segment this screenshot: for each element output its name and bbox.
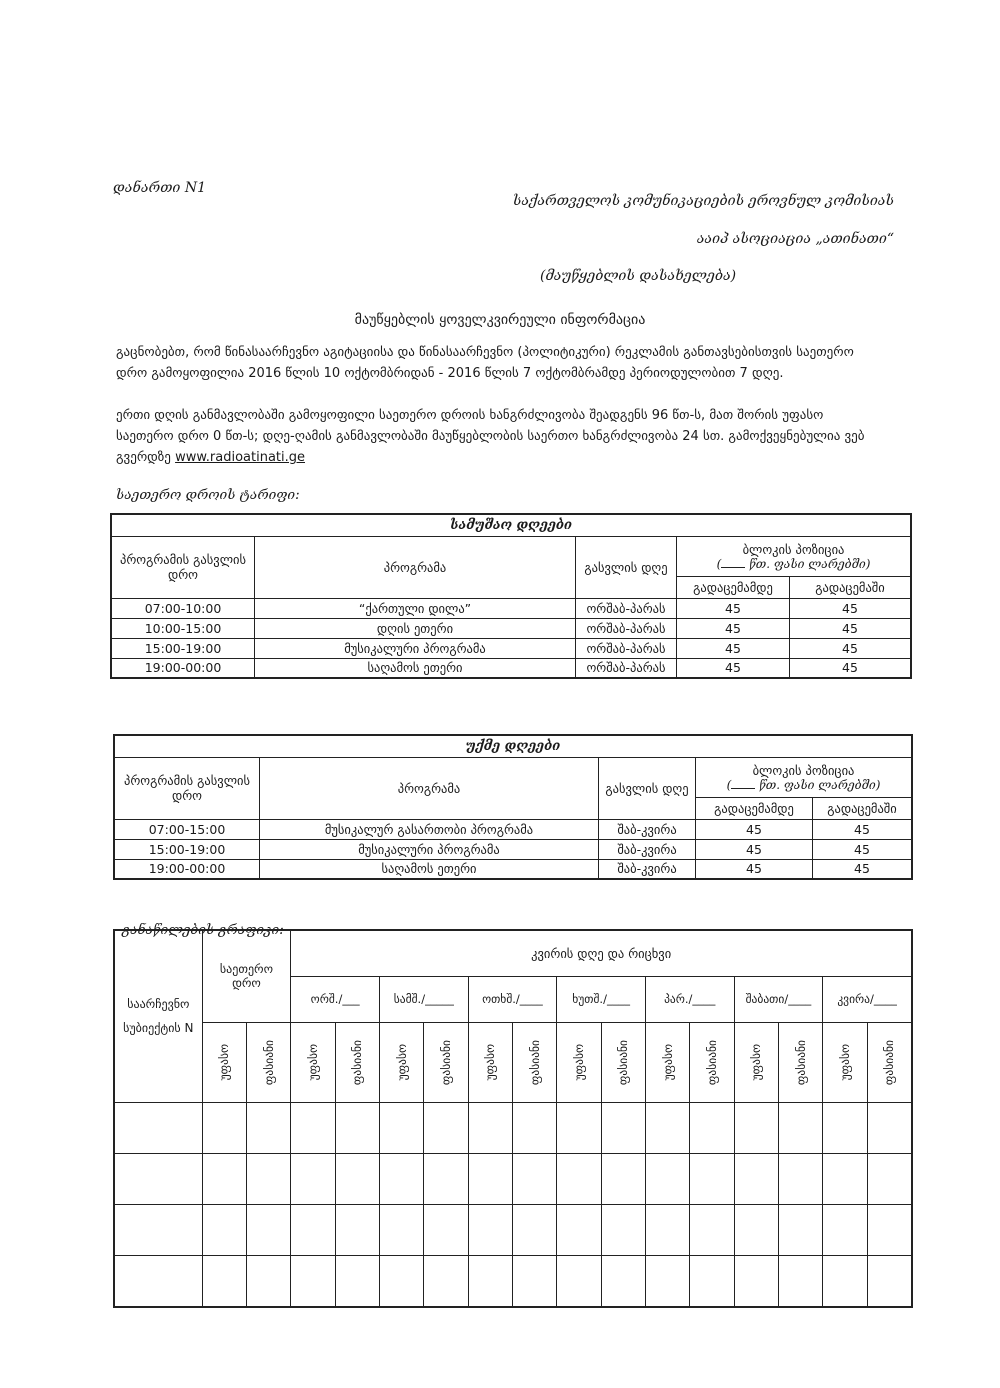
schedule-cell[interactable] bbox=[114, 1102, 202, 1153]
schedule-cell[interactable] bbox=[291, 1205, 335, 1256]
schedule-cell[interactable] bbox=[734, 1256, 778, 1307]
website-prefix: გვერდზე bbox=[116, 450, 171, 465]
cell-day: შაბ-კვირა bbox=[599, 839, 696, 859]
day-column-header: შაბათი/____ bbox=[734, 976, 823, 1022]
schedule-cell[interactable] bbox=[690, 1256, 734, 1307]
paragraph-airtime-period bbox=[116, 342, 916, 384]
cell-program: მუსიკალურ გასართობი პროგრამა bbox=[260, 819, 599, 839]
day-column-header: სამშ./_____ bbox=[379, 976, 468, 1022]
day-column-header: ხუთშ./____ bbox=[557, 976, 646, 1022]
schedule-cell[interactable] bbox=[645, 1102, 689, 1153]
schedule-cell[interactable] bbox=[202, 1154, 246, 1205]
type-header-free bbox=[379, 1022, 423, 1102]
schedule-cell[interactable] bbox=[778, 1154, 822, 1205]
type-label-paid: ფასიანი bbox=[704, 1039, 719, 1085]
schedule-cell[interactable] bbox=[291, 1102, 335, 1153]
type-label-paid: ფასიანი bbox=[527, 1039, 542, 1085]
schedule-cell[interactable] bbox=[867, 1256, 912, 1307]
schedule-row bbox=[114, 1256, 912, 1307]
type-header-free bbox=[202, 1022, 246, 1102]
schedule-cell[interactable] bbox=[778, 1256, 822, 1307]
cell-program: საღამოს ეთერი bbox=[260, 859, 599, 879]
header-time: პროგრამის გასვლის დრო bbox=[114, 757, 260, 819]
schedule-cell[interactable] bbox=[379, 1102, 423, 1153]
organization-note: (მაუწყებლის დასახელება) bbox=[540, 268, 737, 284]
schedule-cell[interactable] bbox=[734, 1154, 778, 1205]
cell-time: 15:00-19:00 bbox=[111, 638, 255, 658]
header-airtime: საეთერო დრო bbox=[202, 930, 291, 1022]
price-note-open: ( bbox=[726, 777, 732, 792]
header-program: პროგრამა bbox=[260, 757, 599, 819]
schedule-cell[interactable] bbox=[202, 1205, 246, 1256]
cell-program: დღის ეთერი bbox=[255, 618, 576, 638]
day-column-header: ორშ./___ bbox=[291, 976, 380, 1022]
paragraph-line: საეთერო დრო 0 წთ-ს; დღე-ღამის განმავლობაში მაუწყებლობის საერთო ხანგრძლივობა 24 სთ. გამოქვეყნებულია ვებ bbox=[116, 429, 865, 444]
table-row bbox=[111, 658, 911, 678]
cell-time: 07:00-15:00 bbox=[114, 819, 260, 839]
schedule-cell[interactable] bbox=[867, 1154, 912, 1205]
schedule-cell[interactable] bbox=[335, 1205, 379, 1256]
annex-label: დანართი N1 bbox=[113, 180, 206, 196]
schedule-cell[interactable] bbox=[867, 1205, 912, 1256]
schedule-cell[interactable] bbox=[557, 1256, 601, 1307]
header-during: გადაცემაში bbox=[813, 797, 913, 819]
schedule-cell[interactable] bbox=[690, 1154, 734, 1205]
type-label-free: უფასო bbox=[217, 1044, 232, 1081]
schedule-cell[interactable] bbox=[557, 1154, 601, 1205]
type-header-free bbox=[468, 1022, 512, 1102]
schedule-cell[interactable] bbox=[291, 1154, 335, 1205]
cell-program: საღამოს ეთერი bbox=[255, 658, 576, 678]
cell-time: 19:00-00:00 bbox=[114, 859, 260, 879]
cell-day: ორშაბ-პარას bbox=[576, 638, 677, 658]
cell-during: 45 bbox=[813, 819, 913, 839]
weekday-tariff-table bbox=[110, 513, 912, 679]
schedule-cell[interactable] bbox=[601, 1154, 645, 1205]
schedule-cell[interactable] bbox=[114, 1256, 202, 1307]
type-header-paid bbox=[246, 1022, 290, 1102]
type-label-paid: ფასიანი bbox=[350, 1039, 365, 1085]
cell-before: 45 bbox=[696, 839, 813, 859]
table-row bbox=[111, 618, 911, 638]
type-header-paid bbox=[512, 1022, 556, 1102]
schedule-cell[interactable] bbox=[379, 1205, 423, 1256]
page-title: მაუწყებლის ყოველკვირეული ინფორმაცია bbox=[354, 312, 646, 328]
schedule-cell[interactable] bbox=[379, 1154, 423, 1205]
organization-name: ააიპ ასოციაცია „ათინათი“ bbox=[696, 231, 894, 247]
table-row bbox=[114, 819, 912, 839]
schedule-cell[interactable] bbox=[601, 1205, 645, 1256]
weekend-caption: უქმე დღეები bbox=[114, 735, 912, 757]
schedule-cell[interactable] bbox=[601, 1256, 645, 1307]
block-position-label: ბლოკის პოზიცია bbox=[752, 762, 855, 778]
cell-program: მუსიკალური პროგრამა bbox=[255, 638, 576, 658]
schedule-cell[interactable] bbox=[823, 1205, 867, 1256]
type-header-free bbox=[291, 1022, 335, 1102]
type-label-free: უფასო bbox=[571, 1044, 586, 1081]
schedule-row bbox=[114, 1102, 912, 1153]
type-label-paid: ფასიანი bbox=[616, 1039, 631, 1085]
type-header-free bbox=[823, 1022, 867, 1102]
schedule-cell[interactable] bbox=[778, 1205, 822, 1256]
schedule-cell[interactable] bbox=[557, 1102, 601, 1153]
schedule-cell[interactable] bbox=[867, 1102, 912, 1153]
schedule-cell[interactable] bbox=[557, 1205, 601, 1256]
paragraph-line: გაცნობებთ, რომ წინასაარჩევნო აგიტაციისა და წინასაარჩევნო (პოლიტიკური) რეკლამის განთავსებისთვის საეთერო bbox=[116, 345, 854, 360]
schedule-cell[interactable] bbox=[379, 1256, 423, 1307]
cell-program: “ქართული დილა” bbox=[255, 598, 576, 618]
schedule-row bbox=[114, 1154, 912, 1205]
price-note bbox=[698, 778, 909, 792]
table-row bbox=[111, 638, 911, 658]
price-note-text: წთ. ფასი ლარებში) bbox=[749, 556, 871, 571]
cell-day: შაბ-კვირა bbox=[599, 819, 696, 839]
type-header-paid bbox=[601, 1022, 645, 1102]
header-subject: საარჩევნო სუბიექტის N bbox=[114, 930, 202, 1102]
schedule-cell[interactable] bbox=[778, 1102, 822, 1153]
type-label-free: უფასო bbox=[483, 1044, 498, 1081]
schedule-cell[interactable] bbox=[246, 1102, 290, 1153]
header-weekday-and-date: კვირის დღე და რიცხვი bbox=[291, 930, 912, 976]
schedule-cell[interactable] bbox=[512, 1102, 556, 1153]
schedule-cell[interactable] bbox=[512, 1205, 556, 1256]
schedule-cell[interactable] bbox=[823, 1154, 867, 1205]
table-row bbox=[111, 598, 911, 618]
cell-day: ორშაბ-პარას bbox=[576, 658, 677, 678]
price-blank bbox=[721, 567, 745, 568]
type-label-free: უფასო bbox=[660, 1044, 675, 1081]
cell-before: 45 bbox=[696, 819, 813, 839]
schedule-cell[interactable] bbox=[335, 1256, 379, 1307]
schedule-cell[interactable] bbox=[468, 1154, 512, 1205]
price-note-text: წთ. ფასი ლარებში) bbox=[759, 777, 881, 792]
cell-time: 15:00-19:00 bbox=[114, 839, 260, 859]
schedule-cell[interactable] bbox=[512, 1256, 556, 1307]
weekday-caption: სამუშაო დღეები bbox=[111, 514, 911, 536]
paragraph-line bbox=[116, 447, 916, 468]
schedule-cell[interactable] bbox=[645, 1205, 689, 1256]
schedule-cell[interactable] bbox=[512, 1154, 556, 1205]
schedule-cell[interactable] bbox=[114, 1205, 202, 1256]
type-header-paid bbox=[778, 1022, 822, 1102]
cell-during: 45 bbox=[813, 859, 913, 879]
type-header-free bbox=[557, 1022, 601, 1102]
schedule-cell[interactable] bbox=[424, 1205, 468, 1256]
type-header-paid bbox=[867, 1022, 912, 1102]
price-note bbox=[679, 557, 908, 571]
schedule-cell[interactable] bbox=[468, 1205, 512, 1256]
schedule-cell[interactable] bbox=[202, 1256, 246, 1307]
type-header-paid bbox=[424, 1022, 468, 1102]
schedule-label: განაწილების გრაფიკი: bbox=[122, 922, 284, 938]
cell-during: 45 bbox=[790, 638, 912, 658]
schedule-cell[interactable] bbox=[468, 1256, 512, 1307]
schedule-cell[interactable] bbox=[246, 1256, 290, 1307]
schedule-cell[interactable] bbox=[690, 1205, 734, 1256]
schedule-cell[interactable] bbox=[468, 1102, 512, 1153]
price-note-open: ( bbox=[716, 556, 722, 571]
cell-before: 45 bbox=[677, 658, 790, 678]
schedule-cell[interactable] bbox=[601, 1102, 645, 1153]
schedule-cell[interactable] bbox=[246, 1205, 290, 1256]
type-header-paid bbox=[690, 1022, 734, 1102]
schedule-cell[interactable] bbox=[734, 1205, 778, 1256]
schedule-cell[interactable] bbox=[645, 1256, 689, 1307]
weekend-tariff-table bbox=[113, 734, 913, 880]
schedule-cell[interactable] bbox=[424, 1154, 468, 1205]
schedule-cell[interactable] bbox=[335, 1102, 379, 1153]
type-header-paid bbox=[335, 1022, 379, 1102]
schedule-cell[interactable] bbox=[114, 1154, 202, 1205]
header-time: პროგრამის გასვლის დრო bbox=[111, 536, 255, 598]
block-position-label: ბლოკის პოზიცია bbox=[742, 541, 845, 557]
day-column-header: პარ./____ bbox=[645, 976, 734, 1022]
cell-during: 45 bbox=[790, 618, 912, 638]
type-header-free bbox=[734, 1022, 778, 1102]
cell-during: 45 bbox=[790, 598, 912, 618]
cell-before: 45 bbox=[677, 638, 790, 658]
header-block-position bbox=[696, 757, 913, 797]
cell-day: ორშაბ-პარას bbox=[576, 618, 677, 638]
header-before: გადაცემამდე bbox=[677, 576, 790, 598]
tariff-label: საეთერო დროის ტარიფი: bbox=[116, 487, 300, 503]
cell-time: 10:00-15:00 bbox=[111, 618, 255, 638]
schedule-cell[interactable] bbox=[335, 1154, 379, 1205]
type-label-free: უფასო bbox=[394, 1044, 409, 1081]
header-day: გასვლის დღე bbox=[599, 757, 696, 819]
cell-before: 45 bbox=[696, 859, 813, 879]
schedule-cell[interactable] bbox=[690, 1102, 734, 1153]
cell-during: 45 bbox=[813, 839, 913, 859]
cell-time: 07:00-10:00 bbox=[111, 598, 255, 618]
type-label-free: უფასო bbox=[749, 1044, 764, 1081]
cell-program: მუსიკალური პროგრამა bbox=[260, 839, 599, 859]
day-column-header: ოთხშ./____ bbox=[468, 976, 557, 1022]
schedule-cell[interactable] bbox=[246, 1154, 290, 1205]
schedule-cell[interactable] bbox=[424, 1102, 468, 1153]
table-row bbox=[114, 839, 912, 859]
header-program: პროგრამა bbox=[255, 536, 576, 598]
cell-before: 45 bbox=[677, 618, 790, 638]
type-label-paid: ფასიანი bbox=[438, 1039, 453, 1085]
schedule-cell[interactable] bbox=[734, 1102, 778, 1153]
cell-before: 45 bbox=[677, 598, 790, 618]
type-label-paid: ფასიანი bbox=[261, 1039, 276, 1085]
schedule-cell[interactable] bbox=[291, 1256, 335, 1307]
type-header-free bbox=[645, 1022, 689, 1102]
schedule-cell[interactable] bbox=[645, 1154, 689, 1205]
cell-day: შაბ-კვირა bbox=[599, 859, 696, 879]
schedule-cell[interactable] bbox=[823, 1256, 867, 1307]
header-day: გასვლის დღე bbox=[576, 536, 677, 598]
schedule-cell[interactable] bbox=[424, 1256, 468, 1307]
price-blank bbox=[731, 788, 755, 789]
type-label-paid: ფასიანი bbox=[882, 1039, 897, 1085]
addressee: საქართველოს კომუნიკაციების ეროვნულ კომისიას bbox=[512, 193, 894, 209]
header-during: გადაცემაში bbox=[790, 576, 912, 598]
type-label-free: უფასო bbox=[837, 1044, 852, 1081]
schedule-row bbox=[114, 1205, 912, 1256]
website-link[interactable]: www.radioatinati.ge bbox=[175, 450, 305, 465]
header-before: გადაცემამდე bbox=[696, 797, 813, 819]
cell-time: 19:00-00:00 bbox=[111, 658, 255, 678]
schedule-cell[interactable] bbox=[823, 1102, 867, 1153]
header-block-position bbox=[677, 536, 912, 576]
type-label-paid: ფასიანი bbox=[793, 1039, 808, 1085]
paragraph-line: დრო გამოყოფილია 2016 წლის 10 ოქტომბრიდან - 2016 წლის 7 ოქტომბრამდე პერიოდულობით 7 დღე. bbox=[116, 366, 784, 381]
table-row bbox=[114, 859, 912, 879]
cell-during: 45 bbox=[790, 658, 912, 678]
distribution-schedule-table bbox=[113, 929, 913, 1308]
day-column-header: კვირა/____ bbox=[823, 976, 912, 1022]
type-label-free: უფასო bbox=[305, 1044, 320, 1081]
paragraph-airtime-duration bbox=[116, 405, 916, 468]
schedule-cell[interactable] bbox=[202, 1102, 246, 1153]
cell-day: ორშაბ-პარას bbox=[576, 598, 677, 618]
paragraph-line: ერთი დღის განმავლობაში გამოყოფილი საეთერო დროის ხანგრძლივობა შეადგენს 96 წთ-ს, მათ შორის უფასო bbox=[116, 408, 824, 423]
